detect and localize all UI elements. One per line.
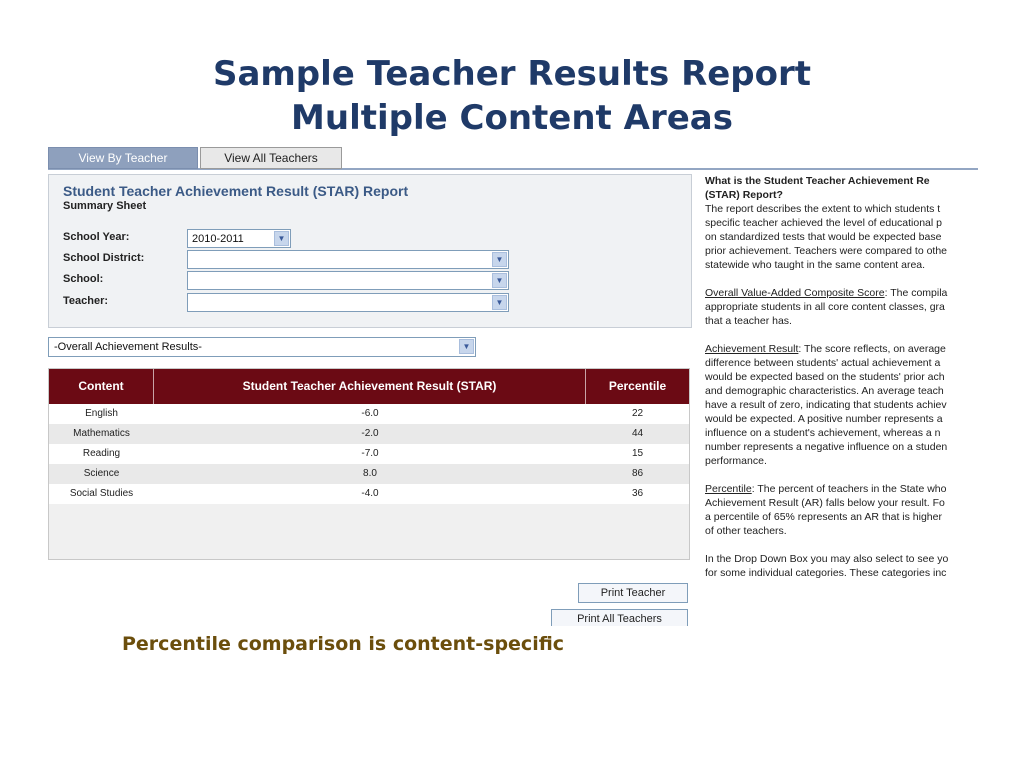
help-text: that a teacher has. [705, 315, 792, 327]
table-row [49, 424, 689, 444]
chevron-down-icon: ▼ [274, 231, 289, 246]
table-row [49, 404, 689, 424]
help-text: : The percent of teachers in the State who [751, 483, 947, 495]
cell-percentile: 36 [631, 488, 644, 499]
school-label: School: [63, 273, 104, 285]
overall-results-select[interactable] [48, 337, 476, 357]
help-panel [705, 174, 978, 626]
cell-content: Reading [82, 448, 121, 459]
school-select[interactable] [187, 271, 509, 290]
help-text: would be expected based on the students' prior ach [705, 371, 945, 383]
help-text: a percentile of 65% represents an AR that is higher [705, 511, 942, 523]
report-screenshot [48, 146, 978, 626]
summary-panel [48, 174, 692, 328]
header-percentile: Percentile [608, 379, 667, 393]
help-text: In the Drop Down Box you may also select to see yo [705, 553, 949, 565]
table-row [49, 464, 689, 484]
school-year-label: School Year: [63, 231, 130, 243]
slide-title-line-2: Multiple Content Areas [291, 98, 733, 138]
help-text: difference between students' actual achievement a [705, 357, 941, 369]
help-text: on standardized tests that would be expected base [705, 231, 942, 243]
chevron-down-icon: ▼ [492, 273, 507, 288]
cell-content: Social Studies [69, 488, 134, 499]
help-text: statewide who taught in the same content area. [705, 259, 926, 271]
overall-results-value: -Overall Achievement Results- [54, 341, 202, 353]
chevron-down-icon: ▼ [492, 295, 507, 310]
help-text: appropriate students in all core content classes, gra [705, 301, 945, 313]
cell-star: 8.0 [363, 468, 377, 479]
school-year-select[interactable] [187, 229, 291, 248]
chevron-down-icon: ▼ [492, 252, 507, 267]
help-term-ar: Achievement Result [705, 343, 799, 355]
report-subtitle: Summary Sheet [63, 200, 147, 212]
cell-star: -4.0 [361, 488, 379, 499]
cell-content: English [85, 408, 118, 419]
tab-bar [48, 146, 978, 170]
cell-percentile: 86 [631, 468, 644, 479]
help-text: performance. [705, 455, 767, 467]
help-term-percentile: Percentile [705, 483, 752, 495]
table-row [49, 444, 689, 464]
slide-title [0, 52, 1024, 140]
school-district-select[interactable] [187, 250, 509, 269]
help-text: : The score reflects, on average [798, 343, 946, 355]
help-text: specific teacher achieved the level of educational p [705, 217, 942, 229]
teacher-select[interactable] [187, 293, 509, 312]
cell-star: -6.0 [361, 408, 379, 419]
tab-view-all-teachers[interactable]: View All Teachers [200, 147, 342, 169]
cell-percentile: 44 [631, 428, 644, 439]
results-table [48, 368, 690, 560]
help-text: prior achievement. Teachers were compared to othe [705, 245, 948, 257]
help-question: (STAR) Report? [705, 189, 783, 201]
slide-caption: Percentile comparison is content-specific [122, 633, 565, 655]
print-all-teachers-button[interactable]: Print All Teachers [551, 609, 688, 626]
help-question: What is the Student Teacher Achievement Re [705, 175, 930, 187]
help-text: would be expected. A positive number represents a [705, 413, 943, 425]
cell-percentile: 15 [631, 448, 644, 459]
table-row [49, 484, 689, 504]
help-text: Achievement Result (AR) falls below your result. Fo [705, 497, 945, 509]
cell-content: Science [83, 468, 120, 479]
help-text: for some individual categories. These categories inc [705, 567, 947, 579]
table-header [49, 369, 689, 404]
cell-percentile: 22 [631, 408, 644, 419]
help-term-ovac: Overall Value-Added Composite Score [705, 287, 885, 299]
help-text: number represents a negative influence on a studen [705, 441, 948, 453]
cell-star: -7.0 [361, 448, 379, 459]
tab-view-by-teacher[interactable]: View By Teacher [48, 147, 198, 169]
help-text: : The compila [884, 287, 948, 299]
teacher-label: Teacher: [63, 295, 109, 307]
school-district-label: School District: [63, 252, 145, 264]
help-text: influence on a student's achievement, whereas a n [705, 427, 941, 439]
print-teacher-button[interactable]: Print Teacher [578, 583, 688, 603]
help-text: of other teachers. [705, 525, 787, 537]
help-text: have a result of zero, indicating that students achiev [705, 399, 947, 411]
slide-title-line-1: Sample Teacher Results Report [212, 54, 812, 94]
help-text: The report describes the extent to which students t [705, 203, 941, 215]
cell-content: Mathematics [73, 428, 130, 439]
chevron-down-icon: ▼ [459, 339, 474, 354]
header-content: Content [49, 369, 154, 404]
school-year-value: 2010-2011 [192, 233, 244, 245]
header-star: Student Teacher Achievement Result (STAR) [154, 369, 586, 404]
help-text: and demographic characteristics. An average teach [705, 385, 944, 397]
report-title: Student Teacher Achievement Result (STAR) Report [63, 183, 409, 199]
cell-star: -2.0 [361, 428, 379, 439]
